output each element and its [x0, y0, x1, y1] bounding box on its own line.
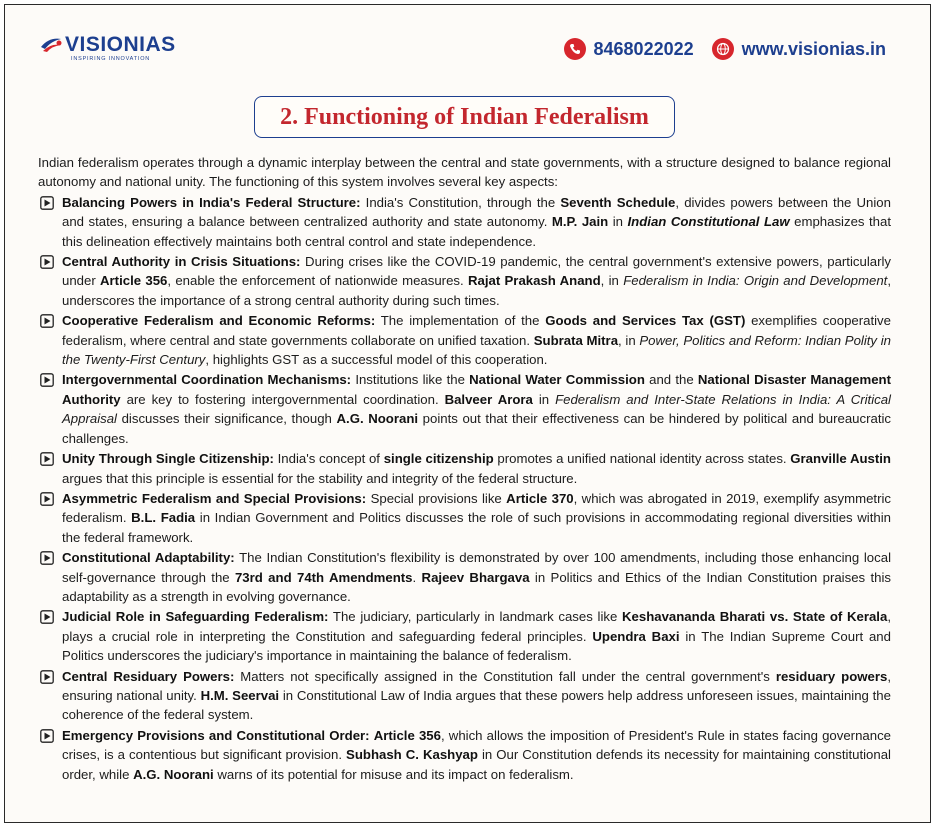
- item-text: Special provisions like: [366, 490, 507, 506]
- item-text: Keshavananda Bharati vs. State of Kerala: [622, 609, 888, 625]
- section-title-box: [254, 96, 675, 138]
- item-text: , divides powers between the Union and states, ensuring a balance between centralized authority and state autonomy.: [62, 194, 891, 230]
- play-outline-icon: [40, 551, 54, 565]
- item-text: , ensuring national unity.: [62, 668, 891, 703]
- item-text: , plays a crucial role in interpreting the Constitution and safeguarding federal principles.: [62, 609, 891, 644]
- play-outline-icon: [40, 492, 54, 506]
- item-text: Federalism and Inter-State Relations in India: A Critical Appraisal: [62, 391, 891, 427]
- phone-icon: [564, 38, 586, 60]
- key-aspects-list: [38, 193, 891, 784]
- item-text: points out that their effectiveness can be hindered by political and bureaucratic challenges.: [62, 411, 892, 446]
- item-heading: Emergency Provisions and Constitutional Order:: [62, 727, 370, 743]
- logo-tagline: INSPIRING INNOVATION: [71, 56, 151, 62]
- item-text: discusses their significance, though: [116, 411, 337, 427]
- item-text: .: [412, 569, 422, 585]
- play-outline-icon: [40, 196, 54, 210]
- list-item: [38, 607, 891, 665]
- item-text: in Constitutional Law of India argues that these powers help address unforeseen issues, maintaining the coherence of the federal system.: [62, 687, 891, 723]
- item-text: single citizenship: [383, 451, 494, 467]
- item-text: in Indian Government and Politics discusses the role of such provisions in accommodating regional diversities within the federal framework.: [62, 510, 891, 545]
- item-heading: Unity Through Single Citizenship:: [62, 451, 274, 467]
- item-text: During crises like the COVID-19 pandemic, the central government's extensive powers, particularly under: [62, 254, 891, 289]
- item-heading: Cooperative Federalism and Economic Reforms:: [62, 313, 376, 329]
- item-text: A.G. Noorani: [336, 411, 419, 427]
- logo: [39, 33, 176, 62]
- item-text: , in: [618, 332, 640, 348]
- item-heading: Asymmetric Federalism and Special Provisions:: [62, 490, 367, 506]
- item-text: Article 356: [373, 727, 441, 743]
- item-text: in The Indian Supreme Court and Politics underscores the judiciary's importance in maintaining the balance of federalism.: [62, 628, 891, 664]
- item-text: Indian Constitutional Law: [627, 214, 790, 230]
- item-text: Seventh Schedule: [560, 194, 676, 210]
- section-title: 2. Functioning of Indian Federalism: [280, 103, 649, 130]
- list-item: [38, 548, 891, 606]
- item-text: , enable the enforcement of nationwide measures.: [167, 273, 468, 289]
- item-text: The Indian Constitution's flexibility is demonstrated by over 100 amendments, including those enhancing local self-governance through the: [62, 550, 892, 585]
- item-text: , which was abrogated in 2019, exemplify asymmetric federalism.: [62, 490, 891, 526]
- item-text: argues that this principle is essential for the stability and integrity of the federal structure.: [62, 470, 578, 486]
- item-text: Power, Politics and Reform: Indian Polity in the Twenty-First Century: [62, 332, 891, 368]
- item-text: India's concept of: [273, 451, 384, 467]
- item-text: , which allows the imposition of President's Rule in states facing governance crises, is a contentious but significant provision.: [62, 727, 891, 763]
- content: [38, 153, 891, 785]
- phone-number[interactable]: 8468022022: [593, 38, 694, 59]
- item-text: Granville Austin: [790, 451, 891, 467]
- list-item: [38, 370, 891, 448]
- contact-info: [564, 38, 886, 60]
- play-outline-icon: [40, 373, 54, 387]
- item-text: residuary powers: [775, 668, 888, 684]
- play-outline-icon: [40, 452, 54, 466]
- item-text: National Water Commission: [469, 372, 645, 388]
- list-item: [38, 252, 891, 310]
- item-text: Article 370: [506, 490, 574, 506]
- logo-icon: [39, 35, 63, 55]
- globe-icon: [712, 38, 734, 60]
- item-text: in Our Constitution defends its necessity for maintaining constitutional order, while: [62, 747, 891, 782]
- item-text: and the: [644, 372, 698, 388]
- item-text: in Politics and Ethics of the Indian Constitution praises this adaptability as a strength in evolving governance.: [62, 569, 892, 604]
- item-text: promotes a unified national identity across states.: [493, 451, 791, 467]
- item-text: The implementation of the: [375, 313, 546, 329]
- item-text: , highlights GST as a successful model of this cooperation.: [205, 352, 548, 368]
- item-text: Goods and Services Tax (GST): [545, 313, 746, 329]
- item-text: Rajeev Bhargava: [421, 569, 530, 585]
- item-text: M.P. Jain: [551, 214, 609, 230]
- item-heading: Constitutional Adaptability:: [62, 550, 235, 566]
- item-text: are key to fostering intergovernmental coordination.: [120, 391, 445, 407]
- header: [5, 5, 930, 85]
- website-link[interactable]: www.visionias.in: [741, 38, 886, 59]
- list-item: [38, 311, 891, 369]
- item-text: emphasizes that this delineation effectively maintains both central control and state independence.: [62, 214, 891, 249]
- intro-paragraph: Indian federalism operates through a dynamic interplay between the central and state governments, with a structure designed to balance regional autonomy and national unity. The functioning of this system involves several key aspects:: [38, 155, 891, 190]
- play-outline-icon: [40, 610, 54, 624]
- item-text: Federalism in India: Origin and Development: [623, 273, 888, 289]
- logo-text: VISIONIAS: [65, 33, 176, 56]
- list-item: [38, 449, 891, 488]
- item-text: warns of its potential for misuse and its impact on federalism.: [213, 766, 574, 782]
- item-heading: Judicial Role in Safeguarding Federalism:: [62, 609, 329, 625]
- item-text: in: [608, 214, 628, 230]
- item-text: Subhash C. Kashyap: [346, 747, 478, 763]
- item-text: Matters not specifically assigned in the Constitution fall under the central government's: [234, 668, 776, 684]
- item-text: Institutions like the: [351, 372, 470, 388]
- item-text: India's Constitution, through the: [360, 194, 561, 210]
- list-item: [38, 667, 891, 725]
- item-text: B.L. Fadia: [131, 510, 196, 526]
- list-item: [38, 489, 891, 547]
- item-text: exemplifies cooperative federalism, where central and state governments collaborate on unified taxation.: [62, 313, 891, 348]
- item-text: 73rd and 74th Amendments: [234, 569, 413, 585]
- item-heading: Central Authority in Crisis Situations:: [62, 254, 301, 270]
- list-item: [38, 193, 891, 251]
- item-heading: Balancing Powers in India's Federal Structure:: [62, 194, 361, 210]
- item-text: Upendra Baxi: [592, 628, 680, 644]
- item-heading: Central Residuary Powers:: [62, 668, 235, 684]
- play-outline-icon: [40, 255, 54, 269]
- item-text: The judiciary, particularly in landmark cases like: [328, 609, 622, 625]
- item-text: H.M. Seervai: [200, 687, 280, 703]
- item-text: , underscores the importance of a strong central authority during such times.: [62, 273, 891, 308]
- play-outline-icon: [40, 314, 54, 328]
- item-heading: Intergovernmental Coordination Mechanisms:: [62, 372, 352, 388]
- item-text: , in: [600, 273, 624, 289]
- play-outline-icon: [40, 670, 54, 684]
- item-text: Balveer Arora: [444, 391, 533, 407]
- item-text: A.G. Noorani: [133, 766, 214, 782]
- item-text: Subrata Mitra: [533, 332, 619, 348]
- item-text: in: [532, 391, 556, 407]
- item-text: Article 356: [100, 273, 168, 289]
- list-item: [38, 726, 891, 784]
- play-outline-icon: [40, 729, 54, 743]
- item-text: National Disaster Management Authority: [62, 372, 892, 407]
- item-text: Rajat Prakash Anand: [467, 273, 601, 289]
- page-frame: [4, 4, 931, 823]
